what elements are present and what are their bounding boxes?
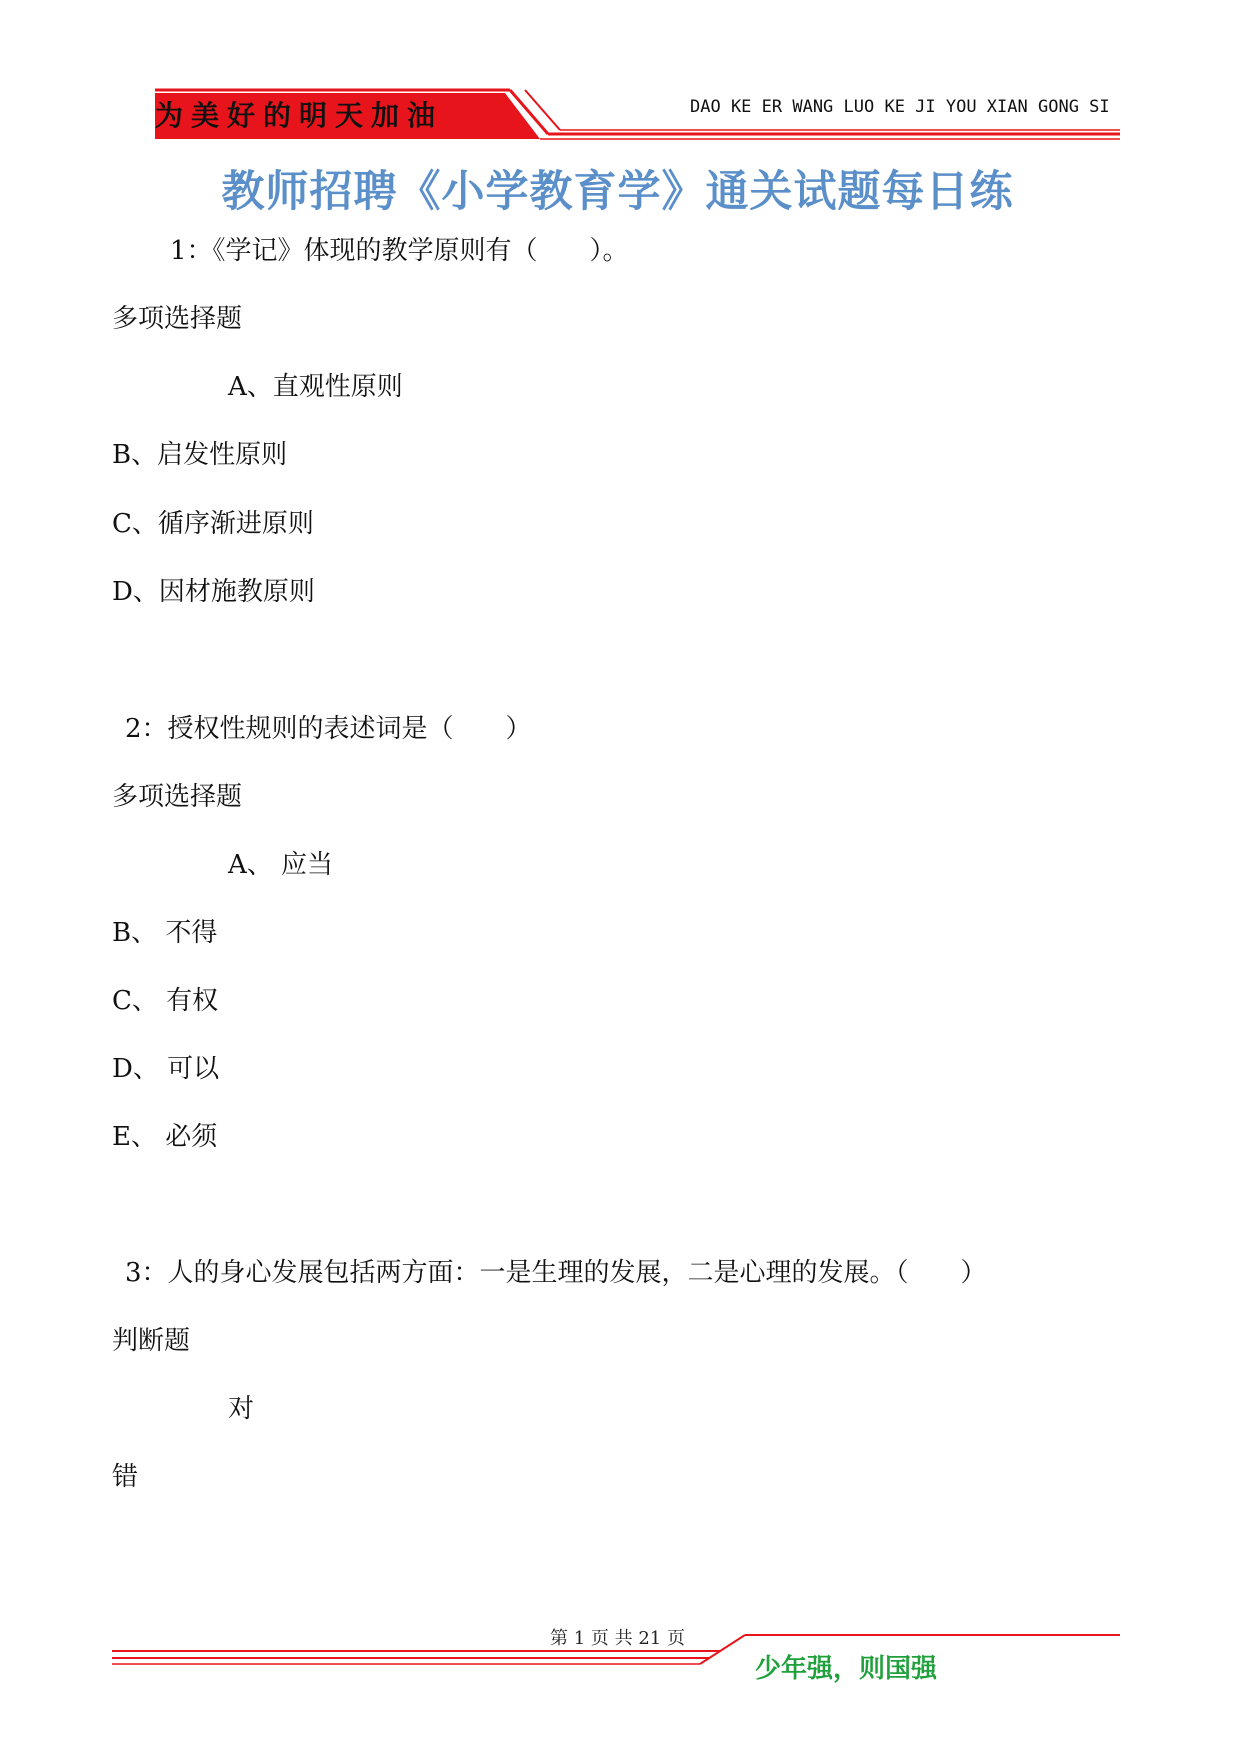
question-2-option-c: C、 有权 bbox=[112, 986, 219, 1016]
page-title: 教师招聘《小学教育学》通关试题每日练 bbox=[221, 167, 1014, 217]
question-2-type: 多项选择题 bbox=[112, 782, 243, 812]
question-2-option-b: B、 不得 bbox=[112, 918, 218, 948]
page-header bbox=[0, 0, 1235, 150]
question-2-stem: 2：授权性规则的表述词是（ ） bbox=[125, 714, 532, 744]
question-3-type: 判断题 bbox=[112, 1326, 191, 1356]
footer-slogan: 少年强，则国强 bbox=[755, 1654, 938, 1684]
question-1-option-d: D、因材施教原则 bbox=[112, 577, 315, 607]
question-1-option-a: A、直观性原则 bbox=[228, 372, 403, 402]
question-1-type: 多项选择题 bbox=[112, 304, 243, 334]
header-company-name: DAO KE ER WANG LUO KE JI YOU XIAN GONG SI bbox=[690, 97, 1110, 117]
header-slogan: 为美好的明天加油 bbox=[155, 99, 444, 132]
question-3-option-true: 对 bbox=[228, 1394, 255, 1424]
page-number: 第 1 页 共 21 页 bbox=[550, 1628, 685, 1649]
question-3-stem: 3：人的身心发展包括两方面：一是生理的发展，二是心理的发展。（ ） bbox=[125, 1258, 987, 1288]
question-2-option-a: A、 应当 bbox=[228, 850, 334, 880]
question-3-option-false: 错 bbox=[112, 1462, 139, 1492]
question-2-option-e: E、 必须 bbox=[112, 1122, 218, 1152]
question-1-option-b: B、启发性原则 bbox=[112, 440, 288, 470]
question-1-stem: 1：《学记》体现的教学原则有（ ）。 bbox=[170, 236, 629, 266]
question-2-option-d: D、 可以 bbox=[112, 1054, 220, 1084]
question-1-option-c: C、循序渐进原则 bbox=[112, 509, 314, 539]
